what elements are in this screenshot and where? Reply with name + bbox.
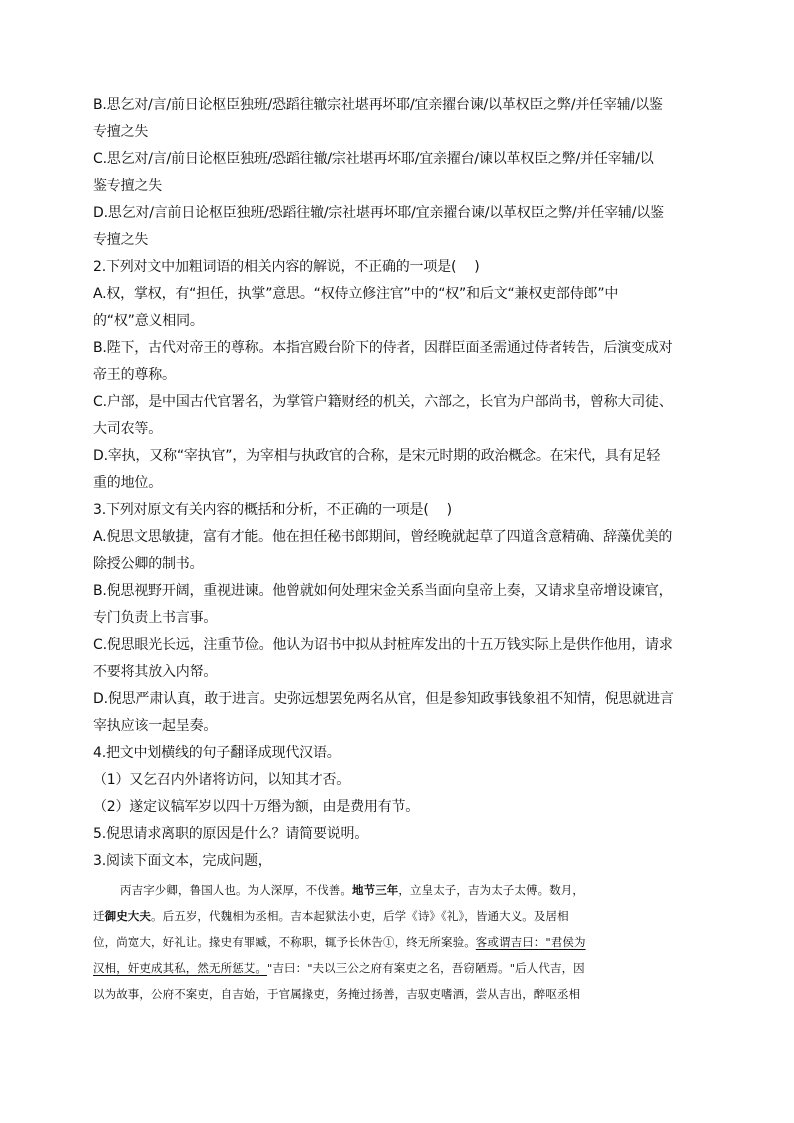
passage-line: [93, 929, 705, 955]
text-line: 宰执应该一起呈奏。: [93, 718, 218, 734]
text-line: C.户部，是中国古代官署名，为掌管户籍财经的机关，六部之，长官为户部尚书，曾称大司徒、: [93, 394, 673, 410]
text-line: 不要将其放入内帑。: [93, 664, 218, 680]
classical-passage: [93, 877, 705, 1007]
text-line: 专门负责上书言事。: [93, 610, 218, 626]
text-line: A.权，掌权，有“担任，执掌”意思。“权侍立修注官”中的“权”和后文“兼权吏部侍郎”中: [93, 286, 619, 302]
text-line: 大司农等。: [93, 421, 162, 437]
text-line: 鉴专擅之失: [93, 178, 162, 194]
q4-stem: 4.把文中划横线的句子翻译成现代汉语。: [93, 745, 341, 761]
q3-option-a: [93, 524, 701, 578]
q2-option-b: [93, 335, 701, 389]
passage-text: 位，尚宽大，好礼让。掾史有罪臧，不称职，辄予长休告①，终无所案验。: [93, 935, 476, 949]
q2-option-c: [93, 389, 701, 443]
text-line: B.倪思视野开阔，重视进谏。他曾就如何处理宋金关系当面向皇帝上奏，又请求皇帝增设谏官，: [93, 583, 673, 599]
q3-stem: 3.下列对原文有关内容的概括和分析，不正确的一项是( ): [93, 502, 452, 518]
passage-line: [93, 955, 705, 981]
text-line: 专擅之失: [93, 124, 149, 140]
section-heading: 3.阅读下面文本，完成问题，: [93, 853, 272, 869]
passage-text: 迁: [93, 909, 105, 923]
q3-option-b: [93, 578, 701, 632]
text-line: C.思乞对/言/前日论枢臣独班/恐蹈往辙/宗社堪再坏耶/宜亲擢台/谏以革权臣之弊/并任宰辅/以: [93, 151, 654, 167]
q4-item-2: （2）遂定议犒军岁以四十万缗为额，由是费用有节。: [93, 799, 420, 815]
underlined-sentence: 汉相，奸吏成其私，然无所惩艾。: [93, 961, 267, 975]
passage-line: [93, 903, 705, 929]
text-line: 帝王的尊称。: [93, 367, 176, 383]
q4-item-1: （1）又乞召内外诸将访问，以知其才否。: [93, 772, 351, 788]
text-line: D.倪思严肃认真，敢于进言。史弥远想罢免两名从官，但是参知政事钱象祖不知情，倪思就进言: [93, 691, 674, 707]
underlined-sentence: 客或谓吉曰："君侯为: [475, 935, 586, 949]
text-line: C.倪思眼光长远，注重节俭。他认为诏书中拟从封桩库发出的十五万钱实际上是供作他用，请求: [93, 637, 673, 653]
passage-line: [93, 877, 705, 903]
q5-stem: 5.倪思请求离职的原因是什么？请简要说明。: [93, 826, 369, 842]
text-line: D.宰执，又称“宰执官”，为宰相与执政官的合称，是宋元时期的政治概念。在宋代，具有足轻: [93, 448, 661, 464]
passage-line: 以为故事，公府不案吏，自吉始，于官属掾吏，务掩过扬善，吉驭吏嗜酒，尝从吉出，醉呕丞相: [93, 987, 581, 1001]
text-line: A.倪思文思敏捷，富有才能。他在担任秘书郎期间，曾经晚就起草了四道含意精确、辞藻优美的: [93, 529, 673, 545]
bold-term: 地节三年: [352, 883, 399, 897]
q3-option-d: [93, 686, 701, 740]
q2-option-a: [93, 281, 701, 335]
bold-term: 御史大夫: [104, 909, 152, 923]
q2-stem: 2.下列对文中加粗词语的相关内容的解说，不正确的一项是( ): [93, 259, 480, 275]
q1-option-d: [93, 200, 701, 254]
passage-text: 。后五岁，代魏相为丞相。吉本起狱法小吏，后学《诗》《礼》，皆通大义。及居相: [151, 909, 569, 923]
q1-option-c: [93, 146, 701, 200]
text-line: B.陛下，古代对帝王的尊称。本指宫殿台阶下的侍者，因群臣面圣需通过侍者转告，后演变成对: [93, 340, 673, 356]
passage-text: ，立皇太子，吉为太子太傅。数月，: [398, 883, 585, 897]
text-line: 除授公卿的制书。: [93, 556, 204, 572]
q1-option-b: [93, 92, 701, 146]
text-line: D.思乞对/言前日论枢臣独班/恐蹈往辙/宗社堪再坏耶/宜亲擢台谏/以革权臣之弊/并任宰辅/以鉴: [93, 205, 664, 221]
text-line: 专擅之失: [93, 232, 149, 248]
passage-text: 丙吉字少卿，鲁国人也。为人深厚，不伐善。: [120, 883, 352, 897]
q2-option-d: [93, 443, 701, 497]
text-line: 的“权”意义相同。: [93, 313, 204, 329]
text-line: B.思乞对/言/前日论枢臣独班/恐蹈往辙宗社堪再坏耶/宜亲擢台谏/以革权臣之弊/并任宰辅/以鉴: [93, 97, 663, 113]
passage-text: "吉曰："夫以三公之府有案吏之名，吾窃陋焉。"后人代吉，因: [267, 961, 585, 975]
q3-option-c: [93, 632, 701, 686]
text-line: 重的地位。: [93, 475, 162, 491]
question-section: [93, 92, 701, 875]
